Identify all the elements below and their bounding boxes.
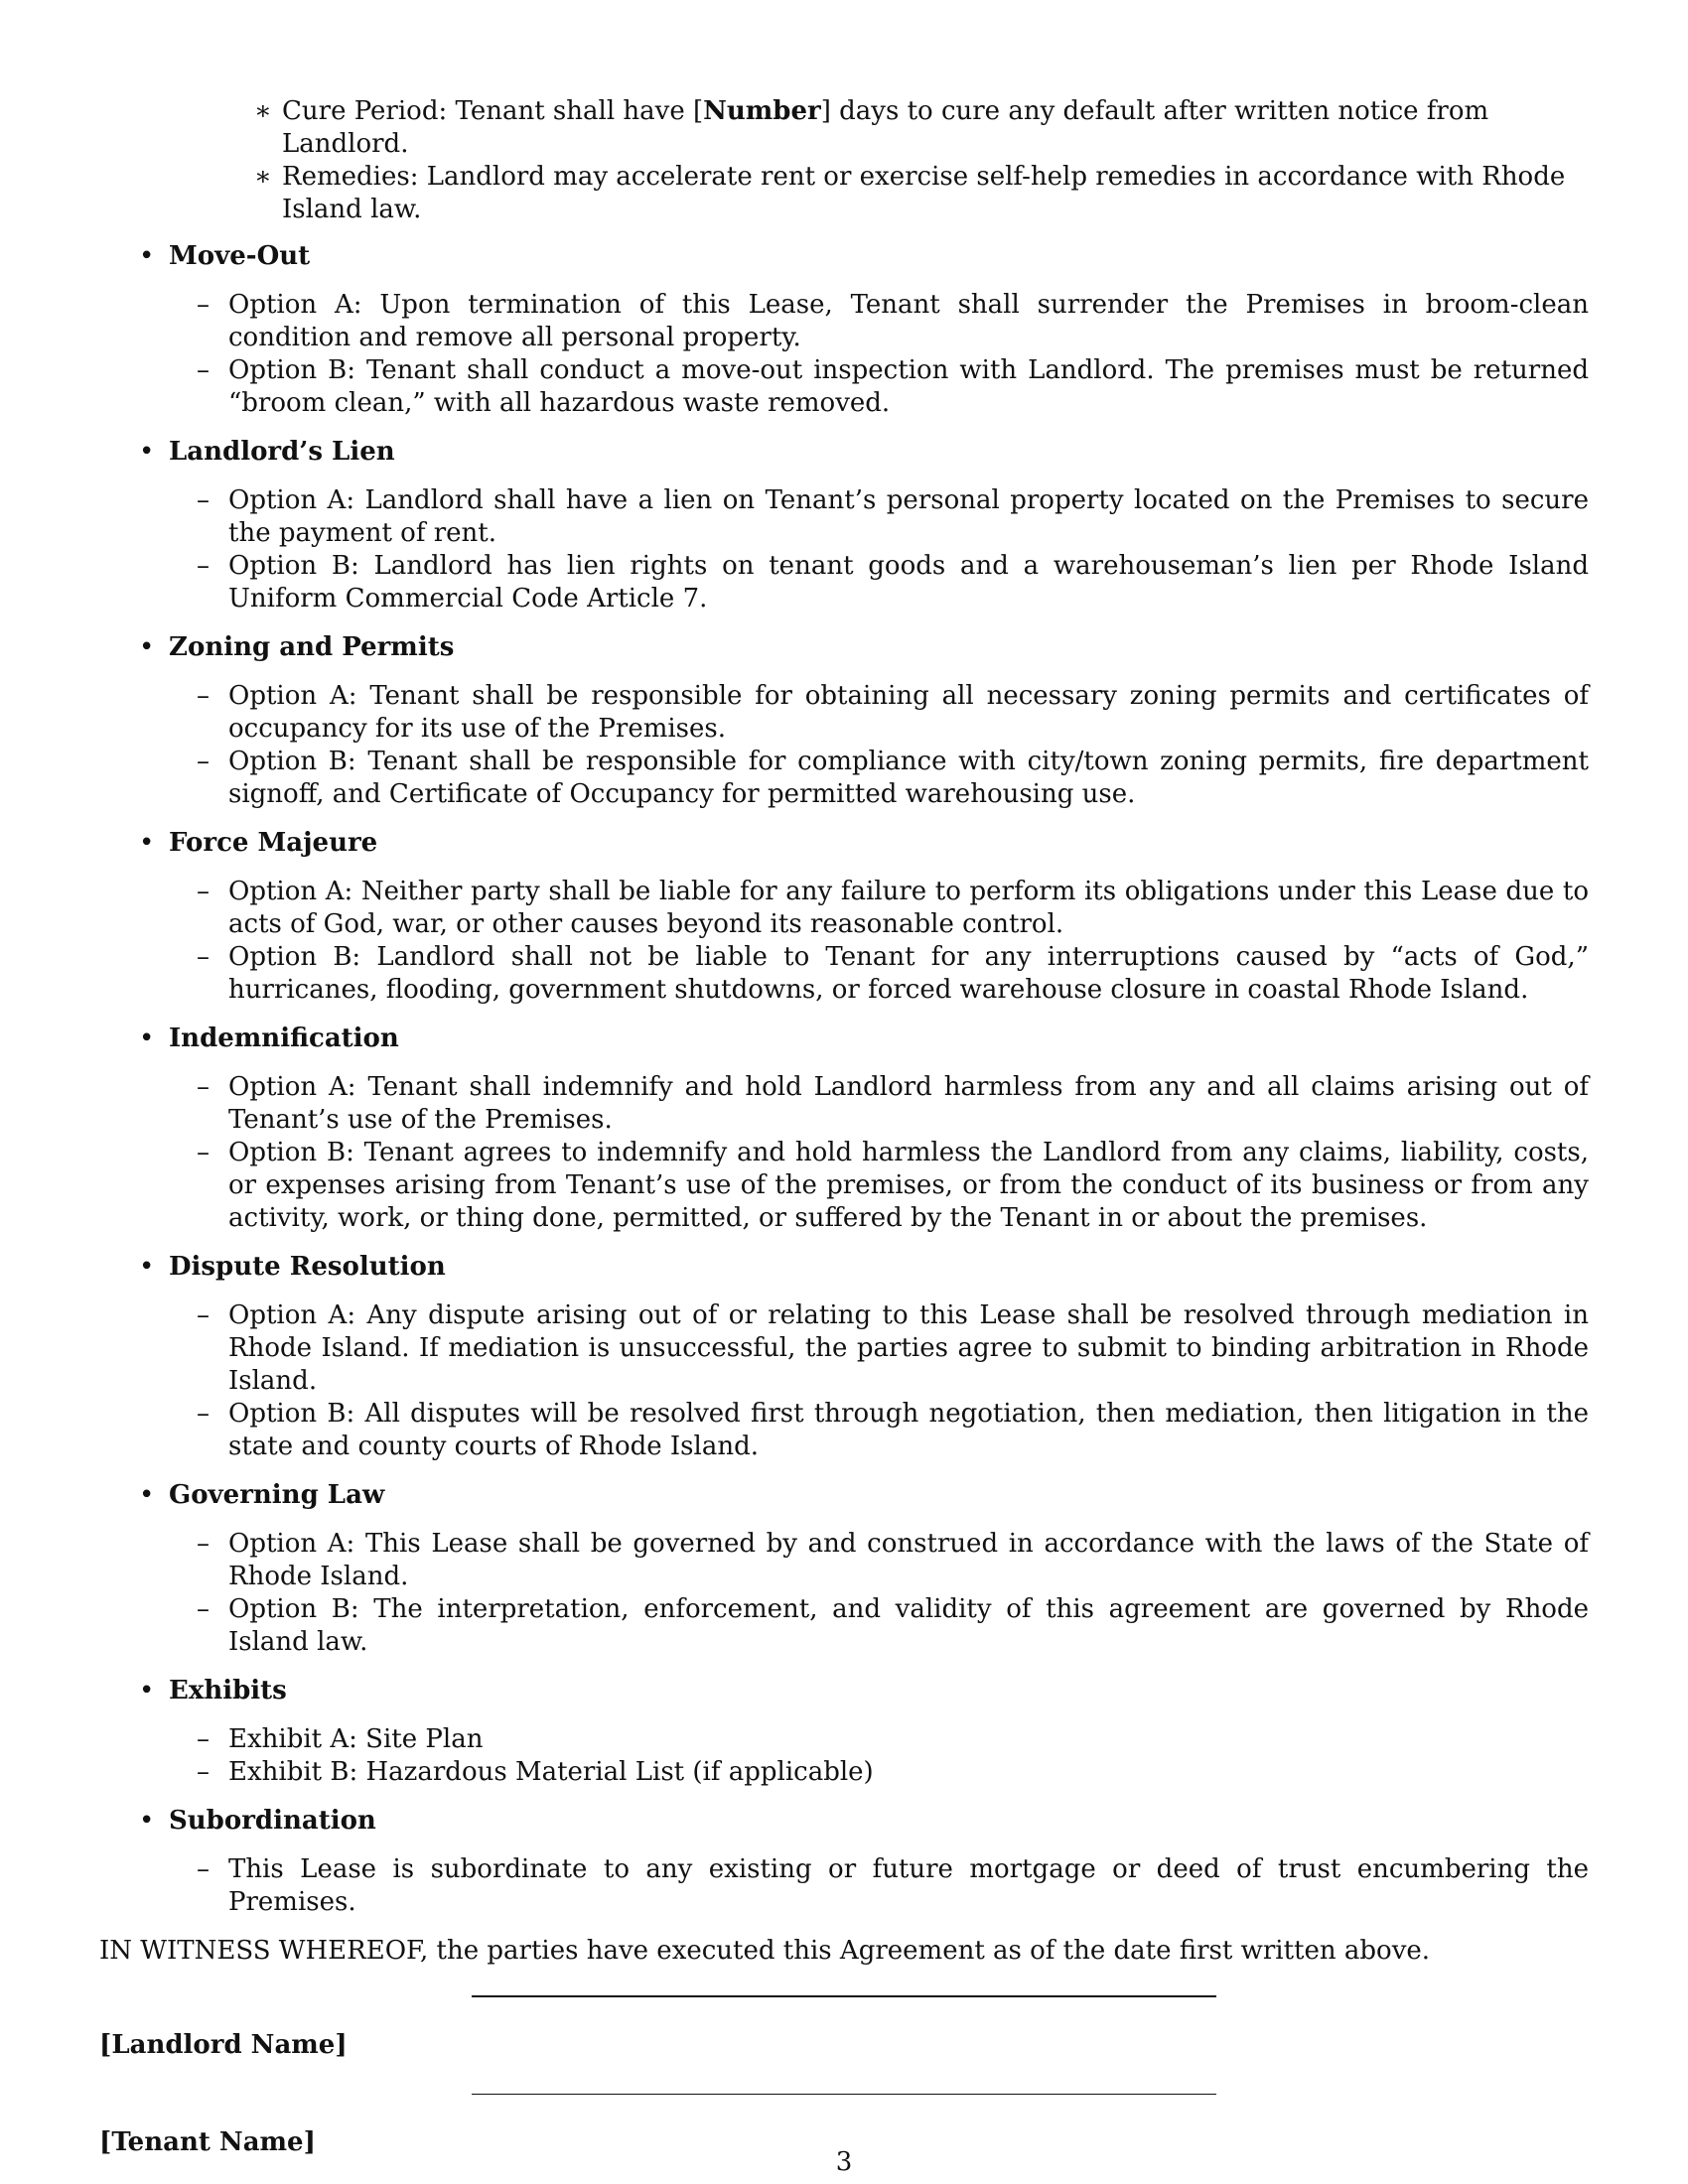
option-item (197, 289, 1589, 354)
option-item (197, 1398, 1589, 1463)
default-remedies-list (254, 95, 1589, 226)
section-title: Zoning and Permits (169, 632, 455, 662)
option-item (197, 1137, 1589, 1235)
witness-statement: IN WITNESS WHEREOF, the parties have executed this Agreement as of the date first written above. (99, 1936, 1431, 1966)
section-options-list (197, 1853, 1589, 1919)
landlord-name (99, 2029, 348, 2062)
option-text: Option B: Tenant agrees to indemnify and hold harmless the Landlord from any claims, liability, costs, or expenses arising from Tenant’s use of the premises, or from the conduct of its business or from any activity, work, or thing done, permitted, or suffered by the Tenant in or about the premises. (228, 1138, 1589, 1233)
section-landlord-s-lien (99, 436, 1589, 615)
asterisk-bullet-icon: ∗ (254, 162, 272, 192)
section-title: Landlord’s Lien (169, 437, 395, 467)
option-text: Option A: This Lease shall be governed by and construed in accordance with the laws of the State of Rhode Island. (228, 1529, 1589, 1591)
dash-bullet-icon: – (197, 355, 210, 385)
remedies-text: Remedies: Landlord may accelerate rent or exercise self-help remedies in accordance with Rhode Island law. (282, 162, 1566, 224)
option-item (197, 484, 1589, 550)
section-title: Force Majeure (169, 828, 378, 858)
section-dispute-resolution (99, 1251, 1589, 1463)
asterisk-bullet-icon: ∗ (254, 96, 272, 126)
option-item (197, 680, 1589, 746)
option-text: This Lease is subordinate to any existing or future mortgage or deed of trust encumbering the Premises. (228, 1854, 1589, 1917)
bullet-icon: • (139, 1806, 155, 1836)
bracket: [ (99, 2030, 112, 2060)
dash-bullet-icon: – (197, 1757, 210, 1787)
bracket: ] (335, 2030, 348, 2060)
section-options-list (197, 289, 1589, 420)
dash-bullet-icon: – (197, 1399, 210, 1429)
signature-block (99, 1968, 1589, 2176)
dash-bullet-icon: – (197, 747, 210, 776)
option-item (197, 1071, 1589, 1137)
dash-bullet-icon: – (197, 290, 210, 320)
landlord-signature-line[interactable] (472, 1995, 1216, 1997)
option-text: Option A: Tenant shall be responsible for obtaining all necessary zoning permits and certificates of occupancy for its use of the Premises. (228, 681, 1589, 744)
bracket: [ (99, 2127, 112, 2157)
option-item (197, 1853, 1589, 1919)
option-item (197, 550, 1589, 615)
dash-bullet-icon: – (197, 551, 210, 581)
bullet-icon: • (139, 1480, 155, 1510)
section-title: Governing Law (169, 1480, 385, 1510)
dash-bullet-icon: – (197, 1300, 210, 1330)
dash-bullet-icon: – (197, 1724, 210, 1754)
option-text: Option B: All disputes will be resolved first through negotiation, then mediation, then litigation in the state and county courts of Rhode Island. (228, 1399, 1589, 1461)
page-number: 3 (835, 2147, 853, 2177)
bullet-icon: • (139, 1024, 155, 1053)
option-text: Option B: Tenant shall be responsible for compliance with city/town zoning permits, fire department signoff, and Certificate of Occupancy for permitted warehousing use. (228, 747, 1589, 809)
bullet-icon: • (139, 1676, 155, 1706)
option-item (197, 1299, 1589, 1398)
dash-bullet-icon: – (197, 1072, 210, 1102)
option-item (197, 1528, 1589, 1593)
dash-bullet-icon: – (197, 485, 210, 515)
option-text: Option B: Landlord has lien rights on tenant goods and a warehouseman’s lien per Rhode Island Uniform Commercial Code Article 7. (228, 551, 1589, 614)
section-title: Indemnification (169, 1024, 399, 1053)
section-options-list (197, 1299, 1589, 1463)
option-item (197, 354, 1589, 420)
dash-bullet-icon: – (197, 1854, 210, 1884)
section-indemnification (99, 1023, 1589, 1235)
cure-period-text-start: Cure Period: Tenant shall have [ (282, 96, 704, 126)
section-options-list (197, 680, 1589, 811)
section-title: Move-Out (169, 241, 311, 271)
section-title: Subordination (169, 1806, 376, 1836)
bracket: ] (303, 2127, 316, 2157)
bullet-icon: • (139, 1252, 155, 1282)
lease-sections-list (99, 240, 1589, 1919)
dash-bullet-icon: – (197, 1594, 210, 1624)
dash-bullet-icon: – (197, 1138, 210, 1167)
bullet-icon: • (139, 828, 155, 858)
option-item (197, 941, 1589, 1007)
option-text: Option A: Upon termination of this Lease, Tenant shall surrender the Premises in broom-clean condition and remove all personal property. (228, 290, 1589, 352)
bullet-icon: • (139, 437, 155, 467)
option-text: Exhibit A: Site Plan (228, 1724, 484, 1754)
section-governing-law (99, 1479, 1589, 1659)
cure-period-item (254, 95, 1589, 161)
option-text: Option A: Any dispute arising out of or relating to this Lease shall be resolved through mediation in Rhode Island. If mediation is unsuccessful, the parties agree to submit to binding arbitration in Rhode Island. (228, 1300, 1589, 1396)
option-item (197, 746, 1589, 811)
remedies-item (254, 161, 1589, 226)
tenant-name-placeholder: Tenant Name (111, 2127, 304, 2157)
cure-period-placeholder: Number (703, 96, 821, 126)
document-body (99, 95, 1589, 2176)
section-options-list (197, 1071, 1589, 1235)
option-item (197, 1756, 1589, 1789)
option-text: Exhibit B: Hazardous Material List (if applicable) (228, 1757, 874, 1787)
dash-bullet-icon: – (197, 681, 210, 711)
section-exhibits (99, 1675, 1589, 1789)
option-item (197, 1593, 1589, 1659)
section-force-majeure (99, 827, 1589, 1007)
option-text: Option B: The interpretation, enforcement, and validity of this agreement are governed by Rhode Island law. (228, 1594, 1589, 1657)
option-text: Option B: Landlord shall not be liable to Tenant for any interruptions caused by “acts of God,” hurricanes, flooding, government shutdowns, or forced warehouse closure in coastal Rhode Island. (228, 942, 1589, 1005)
section-options-list (197, 1528, 1589, 1659)
option-item (197, 1723, 1589, 1756)
section-options-list (197, 484, 1589, 615)
section-options-list (197, 1723, 1589, 1789)
option-item (197, 876, 1589, 941)
bullet-icon: • (139, 632, 155, 662)
section-title: Dispute Resolution (169, 1252, 446, 1282)
dash-bullet-icon: – (197, 1529, 210, 1559)
option-text: Option B: Tenant shall conduct a move-out inspection with Landlord. The premises must be returned “broom clean,” with all hazardous waste removed. (228, 355, 1589, 418)
cure-period-text-end: ] days to cure any default after written notice from Landlord. (282, 96, 1489, 159)
option-text: Option A: Neither party shall be liable for any failure to perform its obligations under this Lease due to acts of God, war, or other causes beyond its reasonable control. (228, 877, 1589, 939)
landlord-name-placeholder: Landlord Name (111, 2030, 336, 2060)
section-move-out (99, 240, 1589, 420)
tenant-signature-line[interactable] (472, 2094, 1216, 2095)
section-zoning-and-permits (99, 631, 1589, 811)
section-subordination (99, 1805, 1589, 1919)
section-title: Exhibits (169, 1676, 287, 1706)
bullet-icon: • (139, 241, 155, 271)
option-text: Option A: Tenant shall indemnify and hold Landlord harmless from any and all claims arising out of Tenant’s use of the Premises. (228, 1072, 1589, 1135)
section-options-list (197, 876, 1589, 1007)
dash-bullet-icon: – (197, 942, 210, 972)
dash-bullet-icon: – (197, 877, 210, 906)
option-text: Option A: Landlord shall have a lien on Tenant’s personal property located on the Premises to secure the payment of rent. (228, 485, 1589, 548)
